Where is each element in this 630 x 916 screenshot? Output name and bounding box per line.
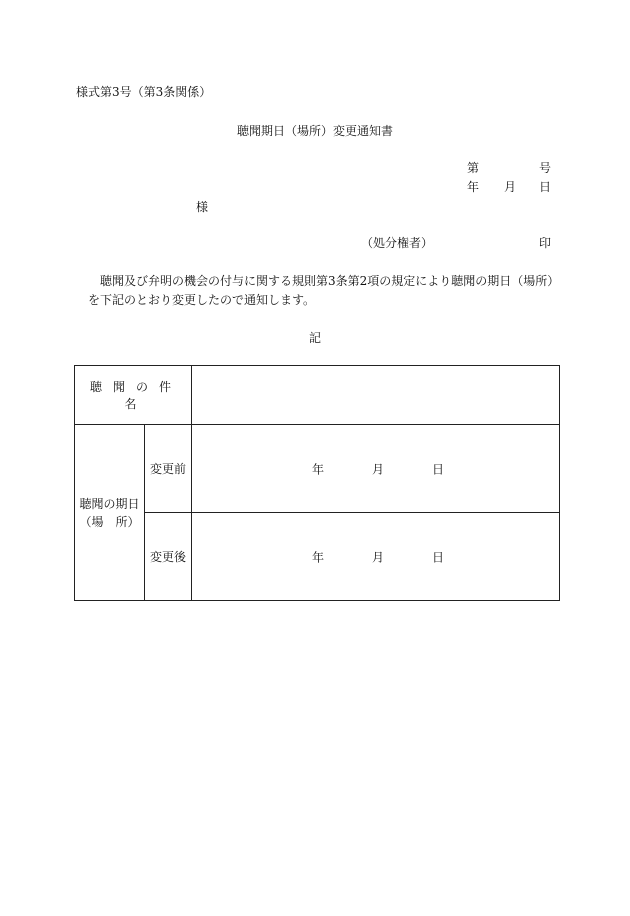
seal-mark: 印 [539,236,552,250]
issuing-authority: （処分権者） [361,236,434,250]
body-paragraph: 聴聞及び弁明の機会の付与に関する規則第3条第2項の規定により聴聞の期日（場所）を下記のとおり変更したので通知します。 [88,274,554,307]
table-row [75,425,560,513]
before-day: 日 [432,462,445,476]
after-year: 年 [312,550,325,564]
after-day: 日 [432,550,445,564]
after-month: 月 [372,550,385,564]
after-change-label: 変更後 [145,513,192,601]
before-month: 月 [372,462,385,476]
before-change-label: 変更前 [145,425,192,513]
date-month: 月 [504,180,517,194]
document-number-suffix: 号 [539,161,552,175]
date-year: 年 [467,180,480,194]
date-day: 日 [539,180,552,194]
hearing-subject-label: 聴聞の件名 [75,366,192,425]
date-place-label [75,425,145,601]
table-row [75,366,560,425]
addressee-suffix: 様 [196,200,209,214]
date-place-label-line1: 聴聞の期日 [79,496,140,511]
ki-heading: 記 [308,331,321,345]
table-row [75,513,560,601]
date-place-label-line2: （場 所） [79,514,140,529]
before-change-date [192,425,560,513]
document-title: 聴聞期日（場所）変更通知書 [236,124,393,138]
before-year: 年 [312,462,325,476]
hearing-subject-value [192,366,560,425]
notice-table [74,365,560,601]
form-number-label: 様式第3号（第3条関係） [76,85,212,99]
after-change-date [192,513,560,601]
document-number-prefix: 第 [467,161,480,175]
